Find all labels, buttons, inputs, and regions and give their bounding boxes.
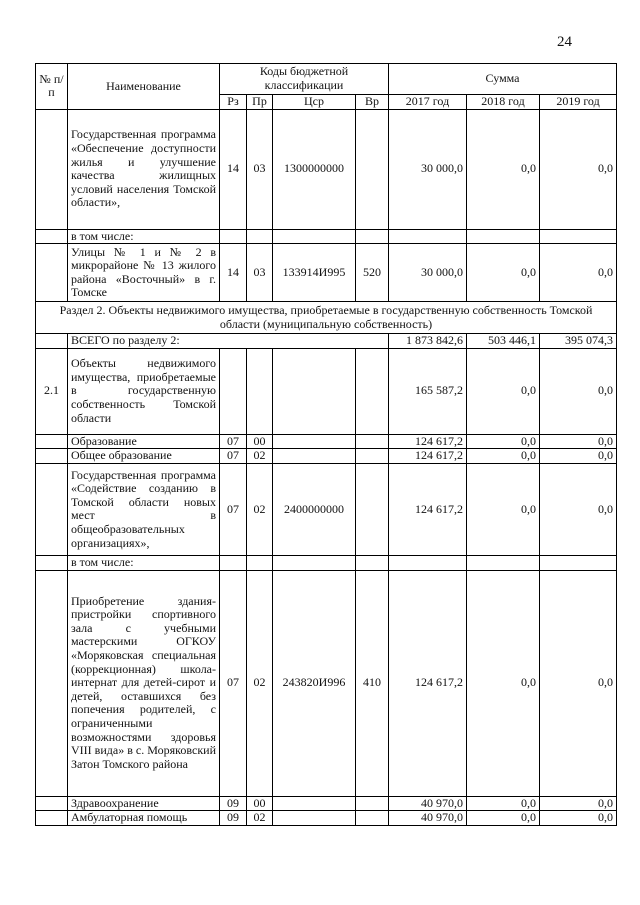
row-num [36, 463, 68, 555]
header-csr: Цср [273, 95, 356, 110]
row-2019: 0,0 [540, 244, 617, 302]
row-num [36, 434, 68, 449]
header-name: Наименование [68, 64, 220, 110]
row-2017: 1 873 842,6 [389, 334, 467, 349]
row-name: Амбулаторная помощь [68, 811, 220, 826]
row-2017 [389, 555, 467, 570]
row-csr: 243820И996 [273, 570, 356, 796]
table-row [36, 811, 617, 826]
row-vr [356, 811, 389, 826]
total-label: ВСЕГО по разделу 2: [68, 334, 389, 349]
row-rz: 14 [220, 244, 247, 302]
row-rz: 07 [220, 463, 247, 555]
row-name: Государственная программа «Содействие созданию в Томской области новых мест в общеобразовательных организациях», [68, 463, 220, 555]
row-pr: 03 [247, 244, 273, 302]
row-name: Образование [68, 434, 220, 449]
row-num [36, 570, 68, 796]
row-2017: 124 617,2 [389, 449, 467, 464]
row-rz: 07 [220, 449, 247, 464]
row-2018: 0,0 [467, 811, 540, 826]
row-pr [247, 555, 273, 570]
row-vr [356, 796, 389, 811]
row-name: Приобретение здания-пристройки спортивного зала с учебными мастерскими ОГКОУ «Моряковская специальная (коррекционная) школа-интернат для детей-сирот и детей, оставшихся без попечения родителей, с ограниченными возможностями здоровья VIII вида» в с. Моряковский Затон Томского района [68, 570, 220, 796]
row-2019 [540, 555, 617, 570]
row-2019: 0,0 [540, 348, 617, 434]
header-2019: 2019 год [540, 95, 617, 110]
row-rz [220, 555, 247, 570]
row-2018: 0,0 [467, 796, 540, 811]
row-vr [356, 463, 389, 555]
row-2018: 0,0 [467, 570, 540, 796]
row-2018: 0,0 [467, 449, 540, 464]
row-rz: 07 [220, 434, 247, 449]
table-row [36, 348, 617, 434]
row-pr: 02 [247, 463, 273, 555]
row-csr [273, 449, 356, 464]
row-pr: 03 [247, 109, 273, 229]
section-row [36, 302, 617, 334]
table-row [36, 449, 617, 464]
row-2018: 0,0 [467, 348, 540, 434]
row-name: Государственная программа «Обеспечение доступности жилья и улучшение качества жилищных условий населения Томской области», [68, 109, 220, 229]
row-2017: 40 970,0 [389, 796, 467, 811]
row-csr [273, 811, 356, 826]
row-2018: 0,0 [467, 434, 540, 449]
row-2019: 395 074,3 [540, 334, 617, 349]
row-name: Здравоохранение [68, 796, 220, 811]
row-csr [273, 555, 356, 570]
row-2018 [467, 229, 540, 244]
row-vr [356, 109, 389, 229]
section-title: Раздел 2. Объекты недвижимого имущества, приобретаемые в государственную собственность Томской области (муниципальную собственность) [36, 302, 617, 334]
row-num [36, 244, 68, 302]
row-name: Общее образование [68, 449, 220, 464]
row-2019: 0,0 [540, 811, 617, 826]
row-num: 2.1 [36, 348, 68, 434]
row-2019: 0,0 [540, 796, 617, 811]
row-2017: 124 617,2 [389, 434, 467, 449]
row-pr: 02 [247, 570, 273, 796]
row-rz: 09 [220, 796, 247, 811]
row-2019: 0,0 [540, 449, 617, 464]
row-pr: 00 [247, 796, 273, 811]
row-csr [273, 434, 356, 449]
row-vr: 410 [356, 570, 389, 796]
budget-table [35, 63, 617, 826]
row-pr: 02 [247, 811, 273, 826]
row-2018: 0,0 [467, 463, 540, 555]
row-2017: 30 000,0 [389, 244, 467, 302]
row-name: Улицы № 1 и № 2 в микрорайоне № 13 жилого района «Восточный» в г. Томске [68, 244, 220, 302]
row-2019: 0,0 [540, 570, 617, 796]
table-row [36, 555, 617, 570]
row-2019 [540, 229, 617, 244]
table-row [36, 570, 617, 796]
row-2019: 0,0 [540, 109, 617, 229]
table-row [36, 463, 617, 555]
row-2017 [389, 229, 467, 244]
row-2018: 0,0 [467, 244, 540, 302]
row-2017: 165 587,2 [389, 348, 467, 434]
row-vr [356, 229, 389, 244]
row-vr [356, 434, 389, 449]
row-csr [273, 348, 356, 434]
header-pr: Пр [247, 95, 273, 110]
page-number: 24 [557, 34, 572, 50]
row-num [36, 109, 68, 229]
row-num [36, 796, 68, 811]
row-num [36, 449, 68, 464]
row-vr [356, 348, 389, 434]
row-pr: 02 [247, 449, 273, 464]
row-2019: 0,0 [540, 463, 617, 555]
row-2017: 40 970,0 [389, 811, 467, 826]
header-rz: Рз [220, 95, 247, 110]
row-name: в том числе: [68, 555, 220, 570]
row-name: в том числе: [68, 229, 220, 244]
row-pr: 00 [247, 434, 273, 449]
table-row [36, 229, 617, 244]
row-pr [247, 348, 273, 434]
row-2019: 0,0 [540, 434, 617, 449]
row-rz: 14 [220, 109, 247, 229]
row-rz: 09 [220, 811, 247, 826]
row-rz: 07 [220, 570, 247, 796]
table-row [36, 109, 617, 229]
header-codes: Коды бюджетной классификации [220, 64, 389, 95]
row-csr [273, 229, 356, 244]
row-csr: 133914И995 [273, 244, 356, 302]
row-vr: 520 [356, 244, 389, 302]
header-vr: Вр [356, 95, 389, 110]
row-num [36, 229, 68, 244]
header-sum: Сумма [389, 64, 617, 95]
row-csr: 1300000000 [273, 109, 356, 229]
header-num: № п/п [36, 64, 68, 110]
row-num [36, 811, 68, 826]
row-pr [247, 229, 273, 244]
row-2018: 0,0 [467, 109, 540, 229]
row-vr [356, 449, 389, 464]
row-2018 [467, 555, 540, 570]
row-rz [220, 229, 247, 244]
row-2017: 124 617,2 [389, 463, 467, 555]
row-rz [220, 348, 247, 434]
total-row [36, 334, 617, 349]
table-row [36, 796, 617, 811]
table-row [36, 244, 617, 302]
row-csr: 2400000000 [273, 463, 356, 555]
table-row [36, 434, 617, 449]
row-vr [356, 555, 389, 570]
row-num [36, 555, 68, 570]
row-name: Объекты недвижимого имущества, приобретаемые в государственную собственность Томской области [68, 348, 220, 434]
row-2018: 503 446,1 [467, 334, 540, 349]
row-2017: 30 000,0 [389, 109, 467, 229]
header-2017: 2017 год [389, 95, 467, 110]
header-2018: 2018 год [467, 95, 540, 110]
row-num [36, 334, 68, 349]
row-2017: 124 617,2 [389, 570, 467, 796]
row-csr [273, 796, 356, 811]
